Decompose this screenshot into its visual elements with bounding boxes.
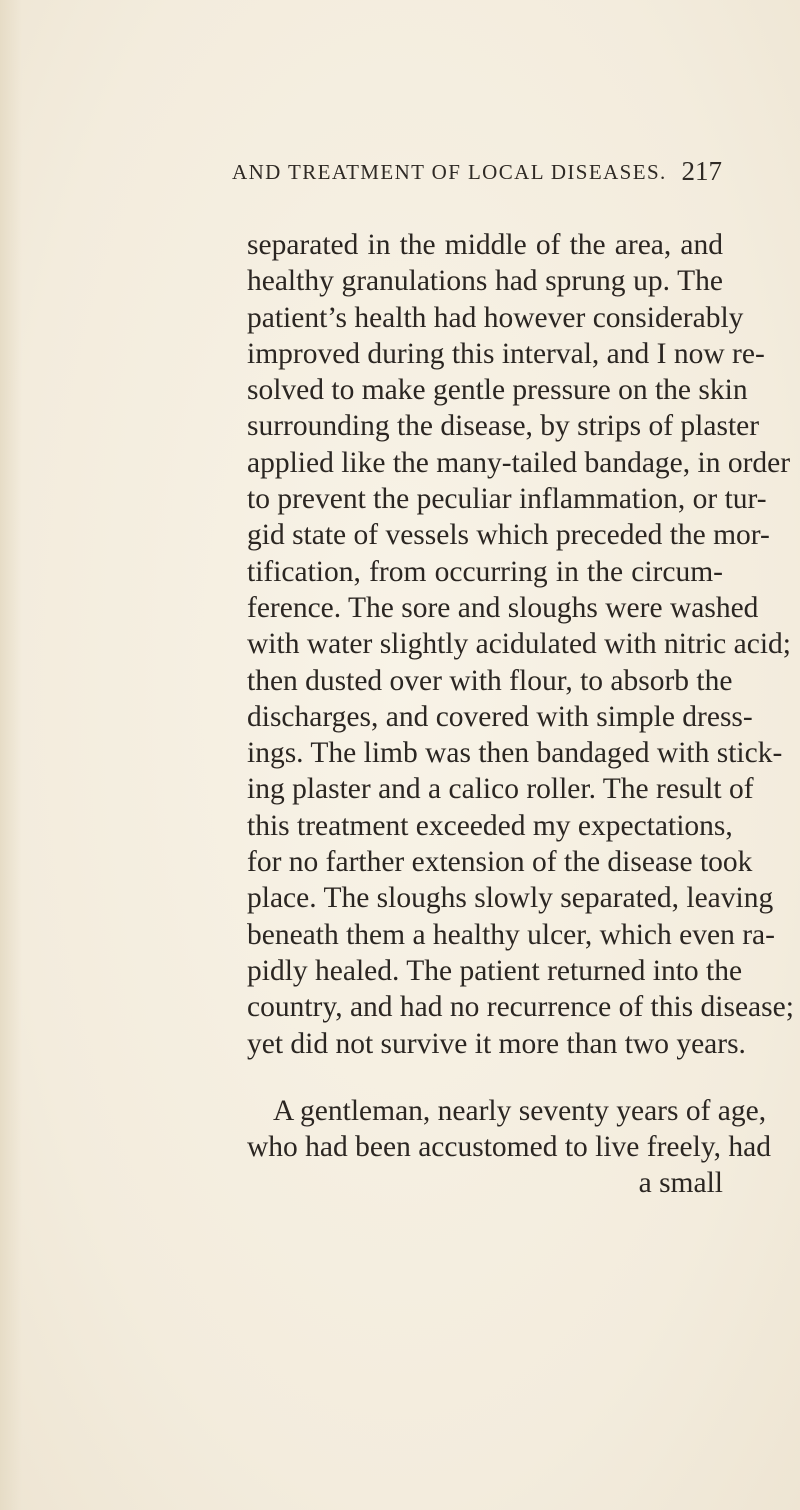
text-line: pidly healed. The patient returned into the [247, 954, 743, 987]
text-line: beneath them a healthy ulcer, which even ra- [247, 918, 775, 951]
text-line: patient’s health had however considerably [247, 301, 744, 334]
text-line: discharges, and covered with simple dress- [247, 700, 753, 733]
page-gutter-shadow [0, 0, 22, 1510]
text-line: yet did not survive it more than two years. [247, 1027, 746, 1060]
text-line: then dusted over with flour, to absorb the [247, 664, 733, 697]
text-line: to prevent the peculiar inflammation, or tur- [247, 483, 767, 516]
text-line: place. The sloughs slowly separated, leaving [247, 882, 774, 915]
text-line: ings. The limb was then bandaged with stick- [247, 737, 783, 770]
running-head [232, 156, 722, 186]
paragraph-break [247, 1062, 723, 1093]
body-text [247, 227, 794, 1202]
text-line: tification, from occurring in the circum- [247, 555, 723, 588]
text-line: for no farther extension of the disease took [247, 846, 753, 879]
text-line: surrounding the disease, by strips of plaster [247, 410, 760, 443]
page-number: 217 [681, 156, 722, 186]
text-line: gid state of vessels which preceded the mor- [247, 519, 770, 552]
text-line: country, and had no recurrence of this disease; [247, 991, 794, 1024]
running-title: AND TREATMENT OF LOCAL DISEASES. [232, 160, 667, 184]
text-line: who had been accustomed to live freely, had [247, 1131, 771, 1164]
text-line: ing plaster and a calico roller. The result of [247, 773, 754, 806]
text-line: separated in the middle of the area, and [247, 229, 723, 261]
paragraph-2 [247, 1093, 771, 1166]
text-line: solved to make gentle pressure on the skin [247, 374, 748, 407]
text-line: healthy granulations had sprung up. The [247, 265, 723, 298]
text-line: this treatment exceeded my expectations, [247, 809, 733, 842]
text-line: applied like the many-tailed bandage, in order [247, 446, 791, 479]
catchword: a small [638, 1167, 723, 1200]
text-line: A gentleman, nearly seventy years of age, [273, 1094, 767, 1127]
text-line: ference. The sore and sloughs were washed [247, 591, 759, 624]
text-line: improved during this interval, and I now re- [247, 337, 765, 370]
text-line: with water slightly acidulated with nitric acid; [247, 628, 791, 661]
paragraph-1 [247, 227, 794, 1062]
